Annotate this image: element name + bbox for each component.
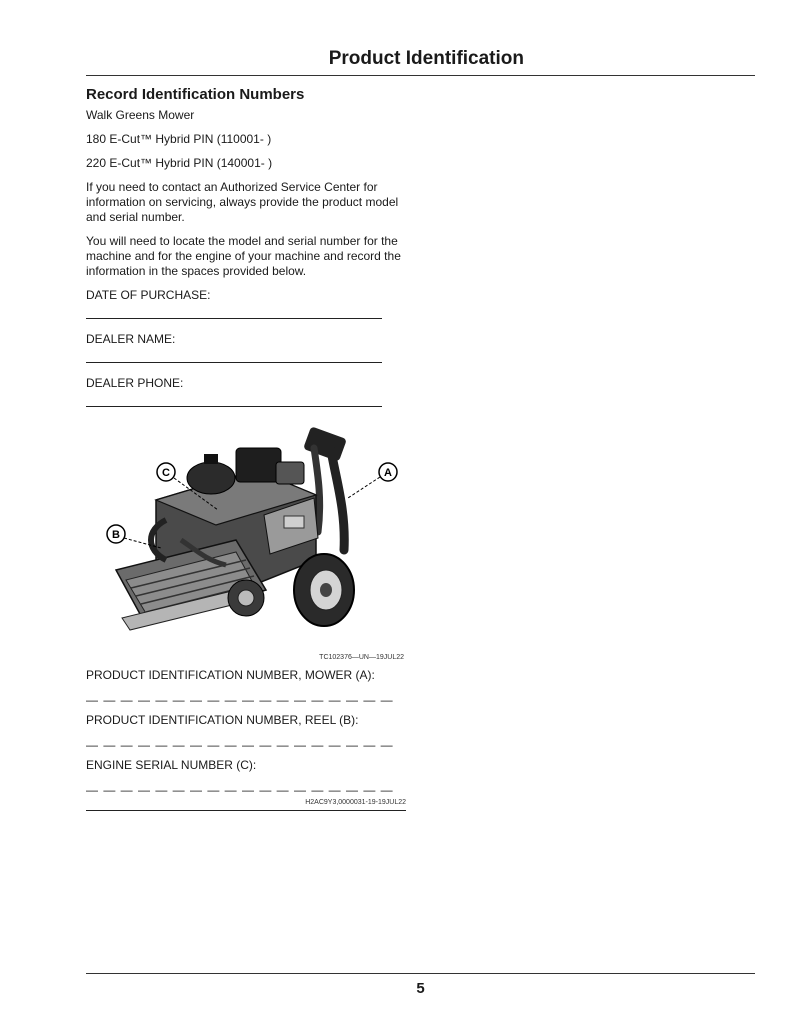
engine-serial-blank: — — — — — — — — — — — — — — — — — — — [86, 783, 394, 797]
callout-a: A — [384, 467, 392, 479]
section-title: Record Identification Numbers — [86, 86, 305, 103]
dealer-phone-line — [86, 406, 382, 407]
page-title: Product Identification — [328, 48, 524, 69]
figure-caption: TC102376—UN—19JUL22 — [319, 654, 404, 661]
reel-pin-label: PRODUCT IDENTIFICATION NUMBER, REEL (B): — [86, 713, 359, 727]
header-rule — [86, 75, 755, 76]
dealer-name-label: DEALER NAME: — [86, 332, 176, 346]
content-column — [86, 86, 406, 811]
model-name: Walk Greens Mower — [86, 108, 195, 122]
document-code: H2AC9Y3,0000031-19-19JUL22 — [305, 799, 406, 806]
dealer-phone-label: DEALER PHONE: — [86, 376, 184, 390]
mower-drawing — [86, 420, 406, 652]
section-end-rule — [86, 799, 406, 811]
mower-illustration — [86, 420, 406, 660]
callout-c: C — [162, 467, 170, 479]
locate-paragraph: You will need to locate the model and serial number for the machine and for the engine of your machine and record the information in the spaces provided below. — [86, 234, 401, 278]
engine-serial-label: ENGINE SERIAL NUMBER (C): — [86, 758, 257, 772]
date-of-purchase-line — [86, 318, 382, 319]
mower-pin-blank: — — — — — — — — — — — — — — — — — — — [86, 693, 394, 707]
mower-pin-label: PRODUCT IDENTIFICATION NUMBER, MOWER (A): — [86, 668, 375, 682]
footer-rule — [86, 973, 755, 974]
model-220: 220 E-Cut™ Hybrid PIN (140001- ) — [86, 156, 273, 170]
reel-pin-blank: — — — — — — — — — — — — — — — — — — — [86, 738, 394, 752]
model-180: 180 E-Cut™ Hybrid PIN (110001- ) — [86, 132, 272, 146]
callout-b: B — [112, 529, 120, 541]
service-paragraph: If you need to contact an Authorized Service Center for information on servicing, always provide the product model and serial number. — [86, 180, 399, 224]
date-of-purchase-label: DATE OF PURCHASE: — [86, 288, 211, 302]
dealer-name-line — [86, 362, 382, 363]
page-number: 5 — [416, 980, 425, 997]
